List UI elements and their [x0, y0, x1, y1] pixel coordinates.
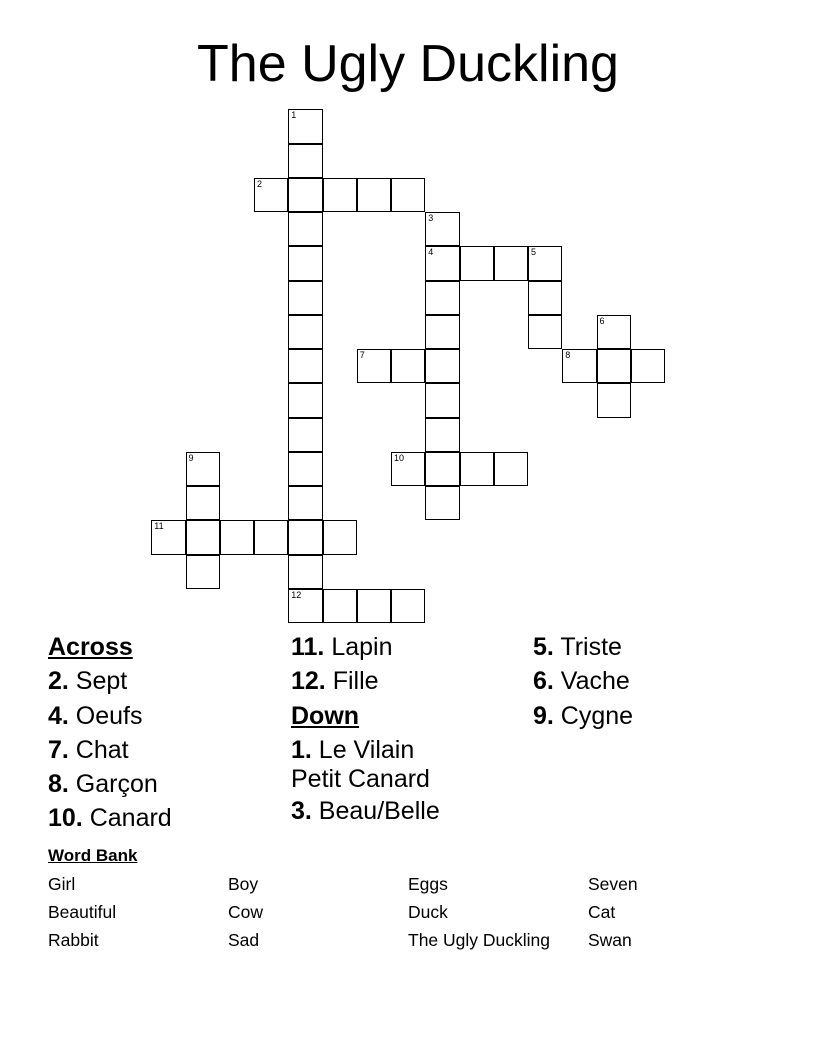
- grid-cell[interactable]: [357, 349, 391, 383]
- word-bank-item: Eggs: [408, 874, 448, 894]
- grid-cell[interactable]: [425, 452, 459, 486]
- clue-number: 9: [188, 452, 194, 463]
- clue-number: 1: [291, 110, 297, 121]
- word-bank-item: The Ugly Duckling: [408, 930, 550, 950]
- grid-cell[interactable]: [391, 452, 425, 486]
- grid-cell[interactable]: [323, 520, 357, 554]
- clue-number: 8: [565, 350, 571, 360]
- word-bank-item: Boy: [228, 874, 259, 894]
- grid-cell[interactable]: [288, 315, 322, 349]
- down-heading: Down: [291, 701, 360, 730]
- grid-cell[interactable]: [425, 212, 459, 246]
- clue-number: 5: [531, 247, 537, 258]
- grid-cell[interactable]: [288, 383, 322, 417]
- grid-cell[interactable]: [357, 178, 391, 212]
- clue-number: 11: [154, 521, 164, 532]
- grid-cell[interactable]: [288, 555, 322, 589]
- grid-cell[interactable]: [288, 178, 322, 212]
- word-bank-item: Beautiful: [48, 902, 117, 922]
- grid-cell[interactable]: [288, 520, 322, 554]
- grid-cell[interactable]: [425, 246, 459, 280]
- clue-across-11: 11. Lapin: [291, 633, 393, 661]
- grid-cell[interactable]: [220, 520, 254, 554]
- grid-cell[interactable]: [528, 315, 562, 349]
- clue-number: 2: [257, 178, 263, 189]
- grid-cell[interactable]: [425, 486, 459, 520]
- clue-across-2: 2. Sept: [48, 667, 128, 696]
- grid-cell[interactable]: [391, 178, 425, 212]
- grid-cell[interactable]: [323, 589, 357, 623]
- clue-down-3: 3. Beau/Belle: [291, 796, 440, 825]
- grid-cell[interactable]: [288, 418, 322, 452]
- grid-cell[interactable]: [460, 246, 494, 280]
- grid-cell[interactable]: [425, 383, 459, 417]
- grid-cell[interactable]: [288, 486, 322, 520]
- clue-across-7: 7. Chat: [48, 735, 129, 764]
- grid-cell[interactable]: [528, 246, 562, 280]
- word-bank-item: Girl: [48, 874, 76, 894]
- across-heading: Across: [48, 633, 133, 661]
- clue-across-4: 4. Oeufs: [48, 701, 143, 730]
- grid-cell[interactable]: [425, 349, 459, 383]
- grid-cell[interactable]: [494, 246, 528, 280]
- grid-cell[interactable]: [391, 349, 425, 383]
- clue-down-9: 9. Cygne: [533, 701, 634, 730]
- clue-number: 12: [291, 589, 302, 600]
- clues-column-2: [291, 630, 491, 828]
- clues-column-3: [533, 630, 733, 733]
- grid-cell[interactable]: [151, 520, 185, 554]
- grid-cell[interactable]: [562, 349, 596, 383]
- clue-number: 10: [394, 452, 405, 463]
- grid-cell[interactable]: [597, 383, 631, 417]
- grid-cell[interactable]: [425, 418, 459, 452]
- word-bank-item: Swan: [588, 930, 632, 950]
- grid-cell[interactable]: [288, 452, 322, 486]
- clue-down-5: 5. Triste: [533, 633, 622, 661]
- clue-down-1: 1. Le Vilain Petit Canard: [291, 735, 430, 793]
- grid-cell[interactable]: [597, 349, 631, 383]
- clue-number: 6: [599, 315, 605, 326]
- clue-number: 3: [428, 213, 434, 223]
- word-bank-item: Cow: [228, 902, 264, 922]
- grid-cell[interactable]: [631, 349, 665, 383]
- grid-cell[interactable]: [323, 178, 357, 212]
- word-bank-item: Duck: [408, 902, 448, 922]
- grid-cell[interactable]: [288, 281, 322, 315]
- grid-cell[interactable]: [254, 178, 288, 212]
- page-title: The Ugly Duckling: [197, 35, 619, 93]
- clue-down-6: 6. Vache: [533, 667, 630, 696]
- clues-column-1: [48, 630, 248, 836]
- grid-cell[interactable]: [186, 520, 220, 554]
- grid-cell[interactable]: [425, 315, 459, 349]
- grid-cell[interactable]: [597, 315, 631, 349]
- grid-cell[interactable]: [288, 246, 322, 280]
- grid-cell[interactable]: [288, 109, 322, 143]
- grid-cell[interactable]: [357, 589, 391, 623]
- clue-across-10: 10. Canard: [48, 804, 172, 833]
- grid-cell[interactable]: [528, 281, 562, 315]
- grid-cell[interactable]: [186, 486, 220, 520]
- clue-number: 7: [359, 350, 365, 360]
- grid-cell[interactable]: [288, 144, 322, 178]
- grid-cell[interactable]: [425, 281, 459, 315]
- word-bank-title: Word Bank: [48, 846, 138, 865]
- grid-cell[interactable]: [288, 589, 322, 623]
- grid-cell[interactable]: [186, 452, 220, 486]
- word-bank-item: Rabbit: [48, 930, 99, 950]
- grid-cell[interactable]: [254, 520, 288, 554]
- grid-cell[interactable]: [391, 589, 425, 623]
- clue-across-12: 12. Fille: [291, 667, 379, 696]
- word-bank-item: Seven: [588, 874, 638, 894]
- grid-cell[interactable]: [288, 349, 322, 383]
- word-bank-item: Sad: [228, 930, 260, 950]
- grid-cell[interactable]: [494, 452, 528, 486]
- clue-across-8: 8. Garçon: [48, 770, 158, 799]
- grid-cell[interactable]: [460, 452, 494, 486]
- clue-number: 4: [428, 247, 434, 258]
- grid-cell[interactable]: [288, 212, 322, 246]
- word-bank-item: Cat: [588, 902, 616, 922]
- grid-cell[interactable]: [186, 555, 220, 589]
